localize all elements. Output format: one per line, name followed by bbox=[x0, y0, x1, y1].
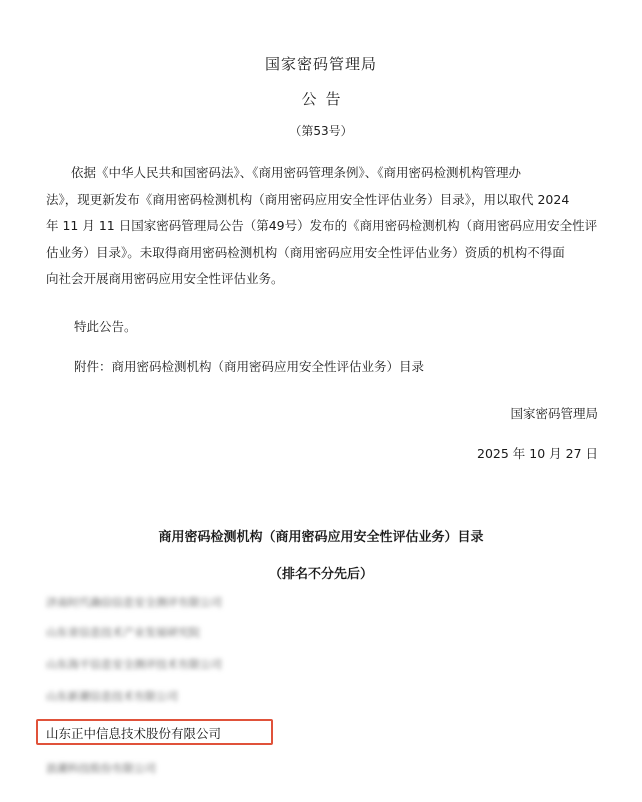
paragraph-line: 法》，现更新发布《商用密码检测机构（商用密码应用安全性评估业务）目录》，用以取代 2024 bbox=[46, 191, 570, 207]
blurred-list-item: 山东新潮信息技术有限公司 bbox=[46, 690, 178, 703]
list-subtitle: （排名不分先后） bbox=[268, 567, 373, 582]
blurred-list-item: 山东省信息技术产业发展研究院 bbox=[46, 626, 200, 639]
paragraph-line: 年 11 月 11 日国家密码管理局公告（第49号）发布的《商用密码检测机构（商用密码应用安全性评 bbox=[46, 218, 598, 233]
blurred-list-item: 山东海平信息安全测评技术有限公司 bbox=[46, 658, 222, 671]
paragraph-line: 依据《中华人民共和国密码法》、《商用密码管理条例》、《商用密码检测机构管理办 bbox=[46, 165, 522, 180]
signature-date: 2025 年 10 月 27 日 bbox=[477, 446, 598, 461]
closing-statement: 特此公告。 bbox=[74, 319, 137, 334]
blurred-list-item: 浪潮科技股份有限公司 bbox=[46, 762, 156, 775]
blurred-list-item: 济南时代确信信息安全测评有限公司 bbox=[46, 596, 222, 609]
paragraph-line: 向社会开展商用密码应用安全性评估业务。 bbox=[46, 271, 284, 286]
issuing-organization: 国家密码管理局 bbox=[264, 55, 377, 73]
highlighted-list-item: 山东正中信息技术股份有限公司 bbox=[46, 726, 222, 741]
notice-title: 公告 bbox=[301, 90, 350, 108]
notice-body-paragraph bbox=[46, 160, 606, 293]
signature-organization: 国家密码管理局 bbox=[510, 406, 598, 421]
list-title: 商用密码检测机构（商用密码应用安全性评估业务）目录 bbox=[158, 530, 484, 545]
notice-number: （第53号） bbox=[289, 124, 353, 138]
paragraph-line: 估业务）目录》。未取得商用密码检测机构（商用密码应用安全性评估业务）资质的机构不得面 bbox=[46, 244, 565, 260]
attachment-line: 附件：商用密码检测机构（商用密码应用安全性评估业务）目录 bbox=[74, 359, 425, 374]
